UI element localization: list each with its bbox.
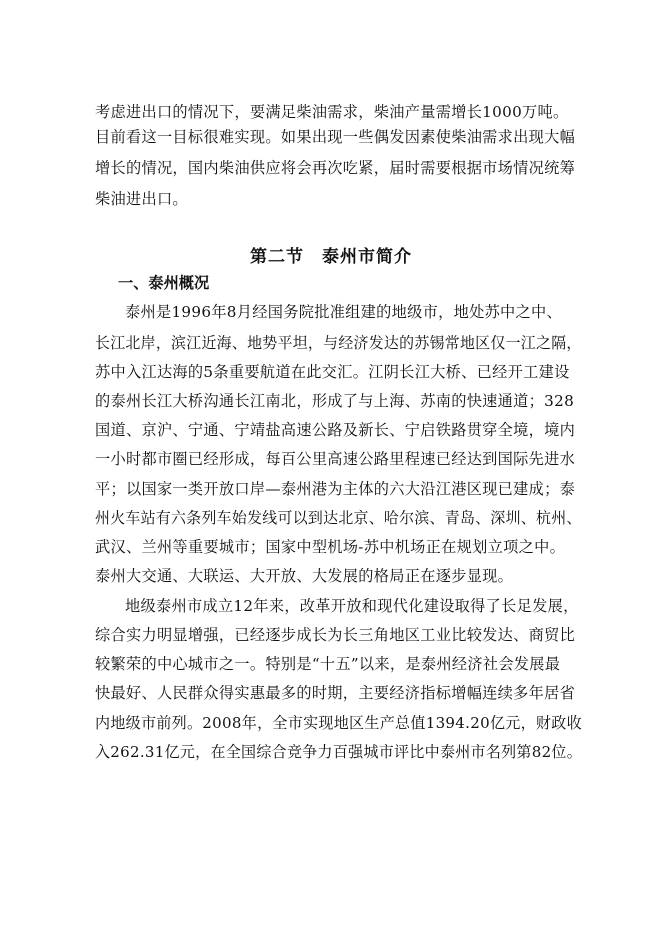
intro-line: 考虑进出口的情况下，要满足柴油需求，柴油产量需增长1000万吨。 [95, 103, 569, 121]
paragraph-line: 国道、京沪、宁通、宁靖盐高速公路及新长、宁启铁路贯穿全境，境内 [95, 421, 576, 439]
paragraph-line: 一小时都市圈已经形成，每百公里高速公路里程速已经达到国际先进水 [95, 450, 576, 468]
paragraph-line: 泰州大交通、大联运、大开放、大发展的格局正在逐步显现。 [95, 567, 514, 585]
paragraph-line: 苏中入江达海的5条重要航道在此交汇。江阴长江大桥、已经开工建设 [95, 363, 570, 381]
paragraph-line: 入262.31亿元，在全国综合竞争力百强城市评比中泰州市名列第82位。 [95, 743, 583, 761]
intro-line: 增长的情况，国内柴油供应将会再次吃紧，届时需要根据市场情况统筹 [95, 159, 576, 177]
intro-line: 柴油进出口。 [95, 190, 188, 208]
paragraph-line: 平；以国家一类开放口岸—泰州港为主体的六大沿江港区现已建成；泰 [95, 480, 576, 498]
paragraph-line: 长江北岸，滨江近海、地势平坦，与经济发达的苏锡常地区仅一江之隔， [95, 334, 582, 352]
paragraph-line: 州火车站有六条列车始发线可以到达北京、哈尔滨、青岛、深圳、杭州、 [95, 509, 582, 527]
paragraph-line: 泰州是1996年8月经国务院批准组建的地级市，地处苏中之中、 [125, 303, 563, 321]
paragraph-line: 综合实力明显增强，已经逐步成长为长三角地区工业比较发达、商贸比 [95, 626, 576, 644]
subsection-heading: 一、泰州概况 [118, 274, 210, 292]
paragraph-line: 快最好、人民群众得实惠最多的时期，主要经济指标增幅连续多年居省 [95, 684, 576, 702]
paragraph-line: 武汉、兰州等重要城市；国家中型机场-苏中机场正在规划立项之中。 [95, 538, 566, 556]
paragraph-line: 地级泰州市成立12年来，改革开放和现代化建设取得了长足发展， [125, 597, 579, 615]
paragraph-line: 较繁荣的中心城市之一。特别是“十五”以来，是泰州经济社会发展最 [95, 655, 561, 673]
paragraph-line: 内地级市前列。2008年，全市实现地区生产总值1394.20亿元，财政收 [95, 714, 582, 732]
intro-line: 目前看这一目标很难实现。如果出现一些偶发因素使柴油需求出现大幅 [95, 128, 576, 146]
section-title: 第二节 泰州市简介 [250, 247, 412, 267]
paragraph-line: 的泰州长江大桥沟通长江南北，形成了与上海、苏南的快速通道；328 [95, 392, 575, 410]
